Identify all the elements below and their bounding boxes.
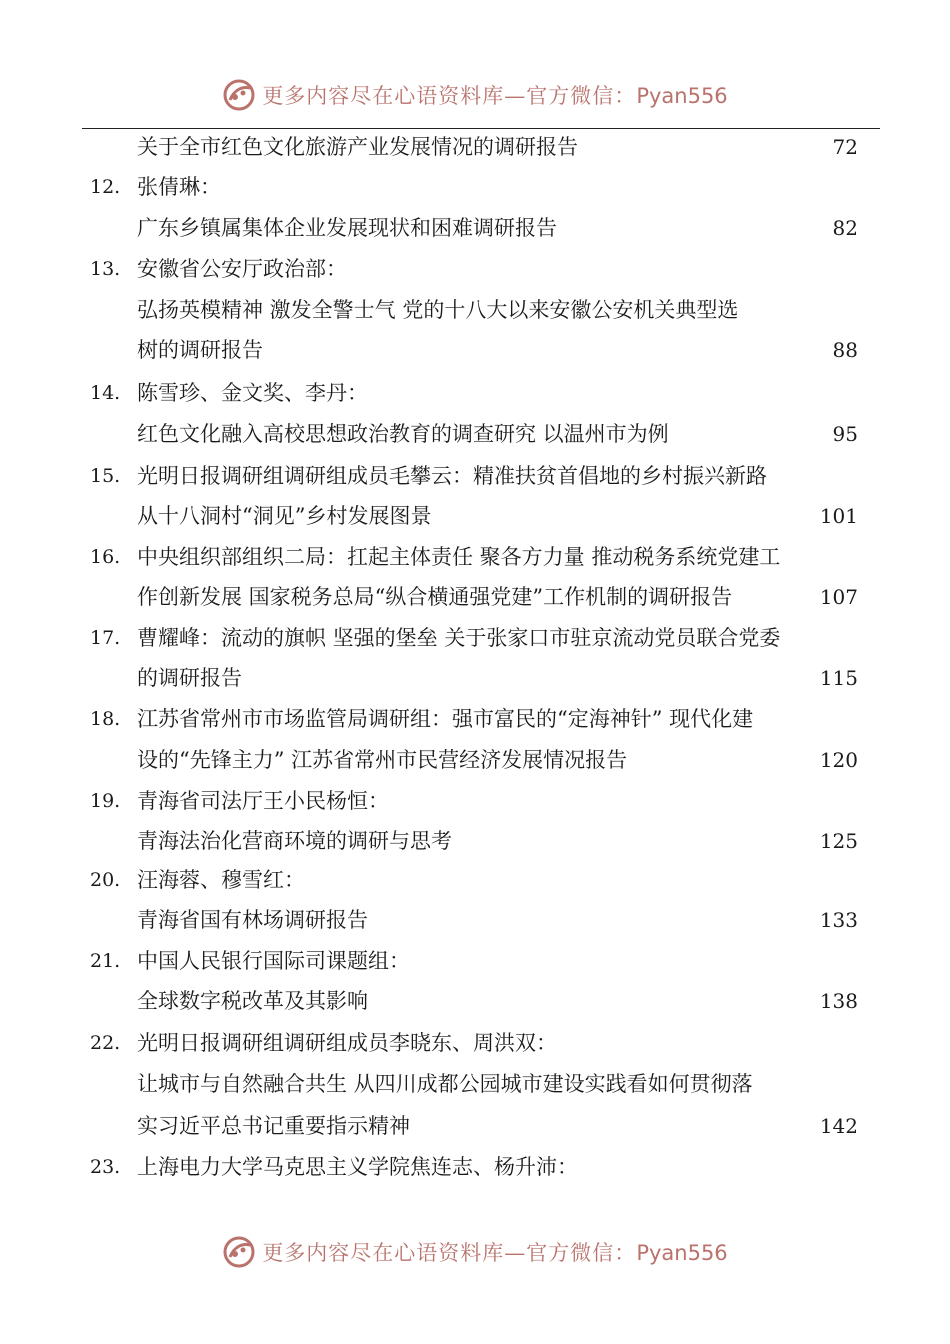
toc-entry-page: 82	[832, 215, 858, 240]
toc-entry-page: 72	[832, 135, 858, 159]
toc-entry	[0, 900, 950, 941]
toc-entry-title: 的调研报告	[137, 666, 242, 690]
toc-entry-number: 14.	[90, 381, 121, 404]
toc-entry-number: 21.	[90, 949, 121, 972]
toc-entry-page: 107	[819, 585, 858, 609]
toc-entry	[0, 1106, 950, 1148]
toc-entry-title: 张倩琳：	[137, 175, 221, 199]
toc-entry	[0, 1023, 950, 1065]
toc-entry-title: 实习近平总书记重要指示精神	[137, 1113, 410, 1138]
logo-icon	[222, 1235, 256, 1269]
wechat-id: Pyan556	[636, 84, 728, 108]
toc-entry-number: 13.	[90, 258, 121, 280]
toc-entry-number: 20.	[90, 869, 121, 891]
toc-entry	[0, 290, 950, 331]
toc-entry-number: 17.	[90, 626, 121, 649]
toc-entry-number: 12.	[90, 176, 121, 198]
toc-entry-title: 全球数字税改革及其影响	[137, 989, 368, 1013]
toc-entry	[0, 414, 950, 456]
toc-entry-title: 广东乡镇属集体企业发展现状和困难调研报告	[137, 215, 557, 240]
toc-entry-number: 15.	[90, 464, 121, 487]
toc-entry	[0, 740, 950, 782]
toc-entry-number: 23.	[90, 1156, 121, 1178]
toc-entry-number: 19.	[90, 789, 121, 812]
toc-entry-number: 18.	[90, 707, 121, 730]
toc-entry-page: 120	[819, 748, 858, 772]
toc-entry	[0, 208, 950, 250]
toc-entry-title: 青海法治化营商环境的调研与思考	[137, 828, 452, 853]
toc-entry-page: 133	[819, 908, 858, 932]
logo-icon	[222, 78, 256, 112]
watermark-footer	[0, 1232, 950, 1272]
watermark-text: 更多内容尽在心语资料库—官方微信：Pyan556	[262, 1241, 728, 1265]
toc-entry	[0, 821, 950, 862]
toc-entry	[0, 577, 950, 618]
toc-entry	[0, 167, 950, 208]
toc-entry-number: 22.	[90, 1031, 121, 1054]
toc-entry-title: 让城市与自然融合共生 从四川成都公园城市建设实践看如何贯彻落	[137, 1072, 753, 1096]
toc-entry-page: 95	[832, 422, 858, 446]
toc-entry	[0, 699, 950, 741]
toc-entry	[0, 941, 950, 982]
toc-entry	[0, 861, 950, 900]
toc-entry	[0, 1064, 950, 1106]
toc-entry	[0, 782, 950, 821]
toc-entry-page: 88	[832, 338, 858, 362]
wechat-id: Pyan556	[636, 1241, 728, 1265]
toc-entry-title: 设的“先锋主力” 江苏省常州市民营经济发展情况报告	[137, 748, 628, 772]
toc-entry-number: 16.	[90, 545, 121, 568]
watermark-text: 更多内容尽在心语资料库—官方微信：Pyan556	[262, 84, 728, 108]
toc-entry-page: 101	[819, 504, 858, 528]
toc-entry-title: 江苏省常州市市场监管局调研组：强市富民的“定海神针” 现代化建	[137, 706, 754, 731]
toc-entry-page: 138	[819, 989, 858, 1013]
toc-entry-title: 红色文化融入高校思想政治教育的调查研究 以温州市为例	[137, 422, 669, 446]
toc-entry	[0, 372, 950, 415]
toc-entry-title: 青海省国有林场调研报告	[137, 908, 368, 932]
toc-entry-page: 142	[819, 1113, 858, 1138]
toc-entry-title: 中央组织部组织二局：扛起主体责任 聚各方力量 推动税务系统党建工	[137, 544, 781, 569]
toc-entry	[0, 330, 950, 372]
toc-entry-title: 曹耀峰：流动的旗帜 坚强的堡垒 关于张家口市驻京流动党员联合党委	[137, 625, 781, 650]
toc-entry	[0, 496, 950, 537]
toc-entry-title: 中国人民银行国际司课题组：	[137, 948, 410, 973]
toc-entry	[0, 537, 950, 578]
toc-entry-title: 上海电力大学马克思主义学院焦连志、杨升沛：	[137, 1155, 578, 1179]
toc-entry-title: 弘扬英模精神 激发全警士气 党的十八大以来安徽公安机关典型选	[137, 297, 739, 322]
toc-entry-title: 安徽省公安厅政治部：	[137, 257, 347, 281]
toc-entry	[0, 128, 950, 167]
toc-entry-title: 汪海蓉、穆雪红：	[137, 868, 305, 892]
toc-entry-title: 关于全市红色文化旅游产业发展情况的调研报告	[137, 135, 578, 159]
toc-entry-title: 作创新发展 国家税务总局“纵合横通强党建”工作机制的调研报告	[137, 585, 733, 609]
watermark-header	[0, 75, 950, 115]
toc-entry-title: 青海省司法厅王小民杨恒：	[137, 788, 389, 813]
toc-entry	[0, 249, 950, 290]
toc-entry	[0, 618, 950, 659]
toc-entry-page: 125	[819, 828, 858, 853]
toc-entry	[0, 456, 950, 497]
toc-entry-title: 陈雪珍、金文奖、李丹：	[137, 380, 368, 405]
toc-entry-title: 光明日报调研组调研组成员毛攀云：精准扶贫首倡地的乡村振兴新路	[137, 463, 767, 488]
toc-entry	[0, 1147, 950, 1189]
toc-entry-title: 从十八洞村“洞见”乡村发展图景	[137, 504, 432, 528]
toc-entry-page: 115	[819, 666, 858, 690]
toc-entry	[0, 981, 950, 1023]
toc-entry-title: 树的调研报告	[137, 338, 263, 362]
toc-entry	[0, 658, 950, 699]
table-of-contents	[0, 128, 950, 1189]
toc-entry-title: 光明日报调研组调研组成员李晓东、周洪双：	[137, 1030, 557, 1055]
